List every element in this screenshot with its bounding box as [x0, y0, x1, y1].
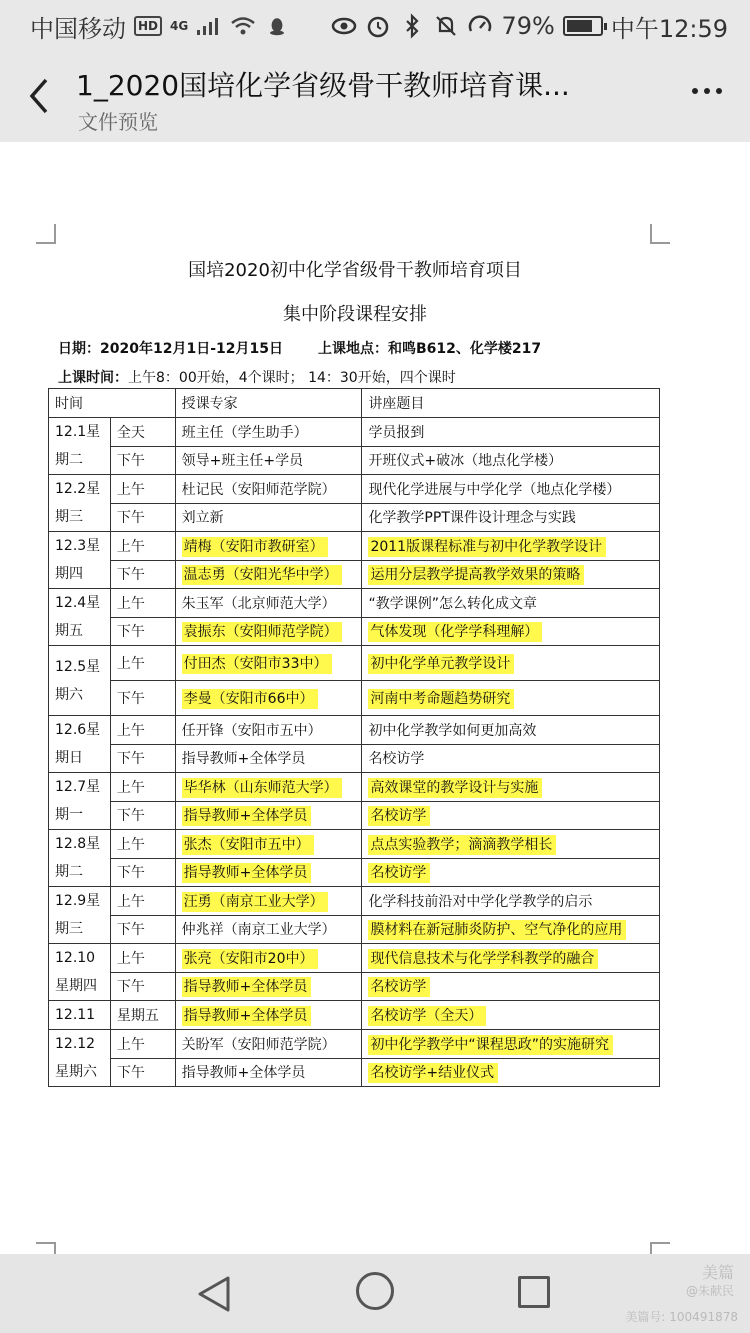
topic-cell [362, 589, 660, 618]
nav-recent-apps-icon[interactable] [518, 1276, 550, 1308]
day-cell: 12.9星期三 [49, 887, 111, 944]
topic-cell [362, 681, 660, 716]
header-expert: 授课专家 [175, 389, 362, 418]
status-left [30, 9, 290, 44]
expert-cell [175, 858, 362, 887]
period-cell: 下午 [110, 744, 175, 773]
day-cell: 12.3星期四 [49, 532, 111, 589]
clock: 中午12:59 [610, 14, 728, 43]
table-row [49, 801, 660, 830]
navigation-bar [0, 1254, 750, 1333]
document-page [0, 142, 750, 1254]
day-cell: 12.7星期一 [49, 773, 111, 830]
topic-cell [362, 716, 660, 745]
status-right [331, 9, 728, 44]
table-row [49, 716, 660, 745]
period-cell: 下午 [110, 503, 175, 532]
expert-cell [175, 646, 362, 681]
expert-name: 付田杰（安阳市33中） [182, 654, 332, 674]
expert-name: 张杰（安阳市五中） [182, 835, 314, 855]
topic-cell [362, 475, 660, 504]
topic-title: 学员报到 [368, 424, 425, 441]
expert-name: 汪勇（南京工业大学） [182, 892, 328, 912]
table-row [49, 915, 660, 944]
file-title: 1_2020国培化学省级骨干教师培育课... [76, 69, 570, 102]
expert-cell [175, 944, 362, 973]
expert-cell [175, 887, 362, 916]
battery-icon [563, 16, 603, 36]
expert-cell [175, 1001, 362, 1030]
expert-name: 班主任（学生助手） [181, 424, 308, 441]
period-cell: 下午 [110, 617, 175, 646]
topic-cell [362, 1058, 660, 1087]
expert-cell [175, 716, 362, 745]
period-cell: 下午 [110, 560, 175, 589]
period-cell: 上午 [110, 887, 175, 916]
topic-cell [362, 617, 660, 646]
period-cell: 下午 [110, 858, 175, 887]
topic-title: 河南中考命题趋势研究 [368, 689, 514, 709]
period-cell: 上午 [110, 532, 175, 561]
topic-cell [362, 418, 660, 447]
period-cell: 星期五 [110, 1001, 175, 1030]
day-cell: 12.12星期六 [49, 1030, 111, 1087]
expert-cell [175, 1058, 362, 1087]
topic-title: 名校访学+结业仪式 [368, 1063, 498, 1083]
period-cell: 上午 [110, 1030, 175, 1059]
topic-title: 化学教学PPT课件设计理念与实践 [368, 510, 576, 527]
topic-cell [362, 773, 660, 802]
expert-cell [175, 681, 362, 716]
expert-cell [175, 801, 362, 830]
class-time [58, 367, 456, 387]
topic-cell [362, 646, 660, 681]
topic-title: 名校访学 [368, 977, 430, 997]
expert-name: 指导教师+全体学员 [181, 1065, 306, 1082]
title-bar [0, 52, 750, 142]
table-row [49, 1001, 660, 1030]
topic-title: 名校访学 [368, 863, 430, 883]
topic-title: 名校访学 [368, 751, 425, 768]
expert-name: 袁振东（安阳师范学院） [182, 622, 342, 642]
topic-cell [362, 744, 660, 773]
table-row [49, 446, 660, 475]
topic-title: 点点实验教学；滴滴教学相长 [368, 835, 556, 855]
day-cell: 12.1星期二 [49, 418, 111, 475]
expert-name: 关盼军（安阳师范学院） [181, 1036, 336, 1053]
topic-cell [362, 560, 660, 589]
period-cell: 全天 [110, 418, 175, 447]
expert-cell [175, 503, 362, 532]
topic-cell [362, 801, 660, 830]
expert-cell [175, 475, 362, 504]
topic-title: 初中化学教学中“课程思政”的实施研究 [368, 1035, 613, 1055]
day-cell: 12.11 [49, 1001, 111, 1030]
expert-name: 指导教师+全体学员 [181, 751, 306, 768]
table-row [49, 475, 660, 504]
header-time: 时间 [49, 389, 176, 418]
expert-name: 指导教师+全体学员 [182, 806, 312, 826]
table-row [49, 944, 660, 973]
expert-name: 指导教师+全体学员 [182, 1006, 312, 1026]
crop-mark [650, 224, 670, 244]
header-topic: 讲座题目 [362, 389, 660, 418]
expert-name: 仲兆祥（南京工业大学） [181, 922, 336, 939]
document-subtitle: 集中阶段课程安排 [283, 304, 427, 325]
expert-cell [175, 560, 362, 589]
hd-badge: HD [134, 16, 162, 36]
expert-cell [175, 589, 362, 618]
table-row [49, 1030, 660, 1059]
table-row [49, 646, 660, 681]
topic-cell [362, 446, 660, 475]
expert-name: 温志勇（安阳光华中学） [182, 565, 342, 585]
period-cell: 上午 [110, 646, 175, 681]
status-bar [0, 0, 750, 52]
table-row [49, 887, 660, 916]
watermark-author: @朱献民 [685, 1284, 734, 1298]
topic-title: 化学科技前沿对中学化学教学的启示 [368, 893, 593, 910]
file-preview-label: 文件预览 [78, 110, 158, 134]
topic-cell [362, 532, 660, 561]
topic-cell [362, 503, 660, 532]
table-row [49, 681, 660, 716]
table-row [49, 858, 660, 887]
period-cell: 上午 [110, 830, 175, 859]
network-type: 4G [170, 19, 189, 33]
back-arrow-icon[interactable] [22, 74, 58, 118]
topic-title: 名校访学（全天） [368, 1006, 486, 1026]
topic-title: 膜材料在新冠肺炎防护、空气净化的应用 [368, 920, 626, 940]
nav-home-icon[interactable] [356, 1272, 394, 1310]
expert-cell [175, 915, 362, 944]
watermark-id: 美篇号: 100491878 [625, 1310, 738, 1324]
expert-name: 靖梅（安阳市教研室） [182, 537, 328, 557]
period-cell: 下午 [110, 801, 175, 830]
period-cell: 上午 [110, 475, 175, 504]
class-location: 上课地点：和鸣B612、化学楼217 [318, 341, 542, 357]
period-cell: 下午 [110, 972, 175, 1001]
table-row [49, 532, 660, 561]
table-row [49, 1058, 660, 1087]
table-row [49, 830, 660, 859]
expert-name: 领导+班主任+学员 [181, 453, 304, 470]
class-time-label: 上课时间： [58, 370, 128, 386]
expert-cell [175, 617, 362, 646]
date-range: 日期：2020年12月1日-12月15日 [58, 341, 283, 357]
table-row [49, 773, 660, 802]
table-row [49, 589, 660, 618]
expert-cell [175, 830, 362, 859]
topic-title: 开班仪式+破冰（地点化学楼） [368, 453, 563, 470]
signal-icon [196, 16, 222, 36]
topic-title: 运用分层教学提高教学效果的策略 [368, 565, 584, 585]
period-cell: 上午 [110, 773, 175, 802]
expert-cell [175, 1030, 362, 1059]
expert-name: 指导教师+全体学员 [182, 863, 312, 883]
expert-cell [175, 418, 362, 447]
topic-cell [362, 858, 660, 887]
topic-title: 初中化学教学如何更加高效 [368, 722, 537, 739]
topic-cell [362, 944, 660, 973]
bluetooth-icon [399, 13, 425, 39]
topic-title: 现代信息技术与化学学科教学的融合 [368, 949, 598, 969]
expert-name: 杜记民（安阳师范学院） [181, 481, 336, 498]
period-cell: 下午 [110, 1058, 175, 1087]
period-cell: 上午 [110, 716, 175, 745]
expert-name: 张亮（安阳市20中） [182, 949, 318, 969]
nav-back-icon[interactable] [196, 1274, 232, 1314]
more-options-icon[interactable] [692, 88, 722, 94]
expert-name: 李曼（安阳市66中） [182, 689, 318, 709]
day-cell: 12.4星期五 [49, 589, 111, 646]
class-time-text: 上午8：00开始，4个课时； 14：30开始，四个课时 [128, 370, 456, 386]
topic-title: 高效课堂的教学设计与实施 [368, 778, 542, 798]
watermark-brand: 美篇 [701, 1263, 734, 1282]
battery-fill [567, 20, 592, 32]
topic-title: 气体发现（化学学科理解） [368, 622, 542, 642]
day-cell: 12.6星期日 [49, 716, 111, 773]
table-row [49, 617, 660, 646]
expert-name: 任开锋（安阳市五中） [181, 722, 322, 739]
day-cell: 12.10星期四 [49, 944, 111, 1001]
topic-cell [362, 972, 660, 1001]
table-row [49, 418, 660, 447]
period-cell: 下午 [110, 915, 175, 944]
expert-cell [175, 532, 362, 561]
wifi-icon [230, 16, 256, 36]
period-cell: 下午 [110, 681, 175, 716]
qq-icon [264, 16, 290, 36]
mute-bell-icon [433, 13, 459, 39]
topic-title: 现代化学进展与中学化学（地点化学楼） [368, 481, 621, 498]
expert-cell [175, 446, 362, 475]
topic-cell [362, 830, 660, 859]
crop-mark [36, 224, 56, 244]
period-cell: 上午 [110, 944, 175, 973]
day-cell: 12.8星期二 [49, 830, 111, 887]
day-cell: 12.5星期六 [49, 646, 111, 716]
eye-icon [331, 13, 357, 39]
expert-name: 朱玉军（北京师范大学） [181, 595, 336, 612]
topic-cell [362, 915, 660, 944]
battery-percent: 79% [501, 12, 555, 40]
topic-title: 初中化学单元教学设计 [368, 654, 514, 674]
table-row [49, 503, 660, 532]
alarm-icon [365, 13, 391, 39]
expert-name: 指导教师+全体学员 [182, 977, 312, 997]
expert-name: 刘立新 [181, 510, 224, 527]
schedule-table [48, 388, 660, 1087]
expert-cell [175, 744, 362, 773]
speed-gauge-icon [467, 13, 493, 39]
topic-cell [362, 1030, 660, 1059]
day-cell: 12.2星期三 [49, 475, 111, 532]
table-header-row [49, 389, 660, 418]
document-title: 国培2020初中化学省级骨干教师培育项目 [188, 260, 522, 281]
expert-cell [175, 972, 362, 1001]
table-row [49, 560, 660, 589]
expert-cell [175, 773, 362, 802]
topic-title: “教学课例”怎么转化成文章 [368, 595, 537, 612]
topic-title: 2011版课程标准与初中化学教学设计 [368, 537, 606, 557]
expert-name: 毕华林（山东师范大学） [182, 778, 342, 798]
topic-cell [362, 887, 660, 916]
table-row [49, 744, 660, 773]
topic-cell [362, 1001, 660, 1030]
period-cell: 下午 [110, 446, 175, 475]
topic-title: 名校访学 [368, 806, 430, 826]
carrier-name: 中国移动 [30, 14, 126, 43]
period-cell: 上午 [110, 589, 175, 618]
table-row [49, 972, 660, 1001]
